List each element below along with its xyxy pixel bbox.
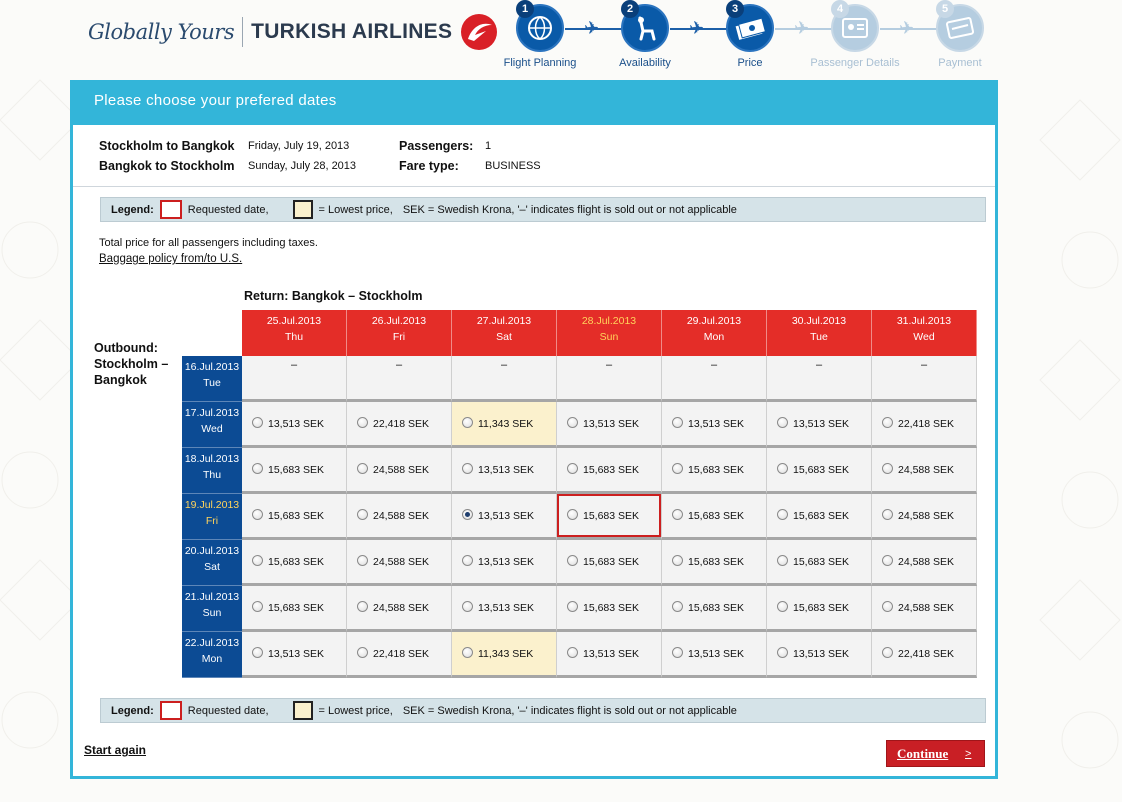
fare-price: 13,513 SEK: [583, 418, 640, 430]
fare-radio-button[interactable]: [357, 463, 368, 474]
fare-radio-button[interactable]: [777, 555, 788, 566]
fare-cell[interactable]: [767, 402, 872, 448]
fare-cell[interactable]: [767, 448, 872, 494]
fare-price: 15,683 SEK: [268, 510, 325, 522]
outbound-day: Fri: [205, 515, 219, 527]
outbound-date-header: [182, 402, 242, 448]
fare-radio-button[interactable]: [462, 417, 473, 428]
fare-radio-button[interactable]: [462, 601, 473, 612]
trip-summary: [73, 125, 995, 187]
fare-radio-button[interactable]: [672, 555, 683, 566]
fare-radio-button[interactable]: [777, 463, 788, 474]
sold-out-dash: –: [815, 359, 823, 371]
start-again-link[interactable]: Start again: [84, 743, 147, 757]
step-circle: [936, 4, 984, 52]
fare-cell[interactable]: [452, 586, 557, 632]
fare-price: 13,513 SEK: [583, 648, 640, 660]
legend-label: Legend:: [111, 203, 154, 216]
fare-cell[interactable]: [767, 632, 872, 678]
fare-price: 15,683 SEK: [793, 556, 850, 568]
outbound-date: 20.Jul.2013: [184, 545, 240, 557]
fare-price: 22,418 SEK: [898, 648, 955, 660]
fare-cell[interactable]: [347, 494, 452, 540]
fare-price: 15,683 SEK: [268, 556, 325, 568]
return-date-header: [872, 310, 977, 356]
sold-out-dash: –: [920, 359, 928, 371]
step-label: Passenger Details: [810, 57, 900, 69]
return-date-header: [452, 310, 557, 356]
route-outbound: Stockholm to Bangkok: [99, 139, 235, 153]
logo-tagline: Globally Yours: [88, 20, 235, 44]
return-date: 30.Jul.2013: [791, 315, 847, 327]
return-day: Tue: [810, 331, 828, 343]
outbound-date-header: [182, 356, 242, 402]
logo-wordmark: TURKISH AIRLINES: [251, 20, 453, 43]
continue-arrow-icon: >: [965, 747, 972, 760]
return-date: 28.Jul.2013: [581, 315, 637, 327]
fare-price: 15,683 SEK: [688, 510, 745, 522]
outbound-day: Sun: [202, 607, 222, 619]
requested-date-swatch: [160, 701, 182, 720]
outbound-row: [182, 632, 977, 678]
return-date: 26.Jul.2013: [371, 315, 427, 327]
fare-cell[interactable]: [662, 586, 767, 632]
step-passenger-details: [810, 0, 900, 69]
passengers-label: Passengers:: [399, 139, 474, 153]
outbound-date: 19.Jul.2013: [184, 499, 240, 511]
fare-cell[interactable]: [347, 448, 452, 494]
fare-price: 22,418 SEK: [373, 418, 430, 430]
outbound-date-header: [182, 586, 242, 632]
outbound-row: [182, 448, 977, 494]
fare-radio-button[interactable]: [567, 555, 578, 566]
credit-card-icon: [946, 17, 974, 39]
fare-radio-button[interactable]: [567, 647, 578, 658]
fare-radio-button[interactable]: [252, 647, 263, 658]
step-number: 1: [516, 0, 534, 18]
fare-cell[interactable]: [347, 632, 452, 678]
outbound-date-header: [182, 448, 242, 494]
return-date: 31.Jul.2013: [896, 315, 952, 327]
step-label: Availability: [619, 57, 671, 69]
fare-cell[interactable]: [557, 540, 662, 586]
fare-radio-button[interactable]: [672, 647, 683, 658]
fare-type-value: BUSINESS: [485, 160, 541, 172]
outbound-date: 18.Jul.2013: [184, 453, 240, 465]
fare-price: 24,588 SEK: [373, 464, 430, 476]
fare-price: 22,418 SEK: [373, 648, 430, 660]
fare-radio-button[interactable]: [672, 463, 683, 474]
return-day: Sat: [496, 331, 512, 343]
fare-price: 24,588 SEK: [898, 464, 955, 476]
fare-price: 24,588 SEK: [898, 510, 955, 522]
fare-radio-button[interactable]: [777, 509, 788, 520]
fare-price: 15,683 SEK: [793, 510, 850, 522]
legend-requested-text: Requested date,: [187, 203, 269, 216]
route-return: Bangkok to Stockholm: [99, 159, 235, 173]
logo-divider: [242, 17, 243, 47]
fare-cell[interactable]: [872, 448, 977, 494]
date-selection-panel: [70, 80, 998, 779]
outbound-row: [182, 586, 977, 632]
legend-lowest-text: = Lowest price,: [318, 704, 393, 717]
fare-radio-button[interactable]: [462, 509, 473, 520]
fare-radio-button[interactable]: [882, 417, 893, 428]
outbound-day: Tue: [203, 377, 221, 389]
step-number: 4: [831, 0, 849, 18]
fare-cell[interactable]: [347, 586, 452, 632]
date-return: Sunday, July 28, 2013: [248, 160, 357, 172]
fare-radio-button[interactable]: [462, 647, 473, 658]
fare-cell[interactable]: [872, 586, 977, 632]
fare-price: 15,683 SEK: [583, 556, 640, 568]
legend-currency-text: SEK = Swedish Krona, '–' indicates flight is sold out or not applicable: [402, 704, 737, 717]
fare-radio-button[interactable]: [462, 463, 473, 474]
step-number: 3: [726, 0, 744, 18]
fare-price: 15,683 SEK: [793, 464, 850, 476]
fare-price: 13,513 SEK: [793, 418, 850, 430]
fare-cell-unavailable: [242, 356, 347, 402]
return-title: Return: Bangkok – Stockholm: [244, 289, 423, 303]
fare-cell-unavailable: [557, 356, 662, 402]
return-date-header: [347, 310, 452, 356]
outbound-row: [182, 540, 977, 586]
sold-out-dash: –: [395, 359, 403, 371]
return-date: 25.Jul.2013: [266, 315, 322, 327]
fare-cell[interactable]: [662, 494, 767, 540]
turkish-airlines-emblem-icon: [460, 13, 498, 51]
step-price[interactable]: [705, 0, 795, 69]
fare-radio-button[interactable]: [672, 417, 683, 428]
fare-price: 15,683 SEK: [583, 602, 640, 614]
date-outbound: Friday, July 19, 2013: [248, 140, 350, 152]
legend-label: Legend:: [111, 704, 154, 717]
fare-price: 13,513 SEK: [268, 648, 325, 660]
return-date-header: [242, 310, 347, 356]
fare-cell[interactable]: [767, 494, 872, 540]
fare-cell[interactable]: [452, 632, 557, 678]
fare-radio-button[interactable]: [357, 417, 368, 428]
fare-cell[interactable]: [452, 402, 557, 448]
fare-radio-button[interactable]: [777, 417, 788, 428]
fare-cell[interactable]: [557, 586, 662, 632]
fare-price: 15,683 SEK: [583, 464, 640, 476]
fare-cell-unavailable: [872, 356, 977, 402]
fare-cell[interactable]: [872, 402, 977, 448]
legend-currency-text: SEK = Swedish Krona, '–' indicates flight is sold out or not applicable: [402, 203, 737, 216]
fare-radio-button[interactable]: [252, 509, 263, 520]
fare-cell-unavailable: [662, 356, 767, 402]
fare-cell[interactable]: [242, 494, 347, 540]
fare-price: 24,588 SEK: [373, 510, 430, 522]
panel-title: Please choose your prefered dates: [73, 83, 995, 125]
matrix-corner: [182, 310, 242, 356]
outbound-day: Wed: [201, 423, 223, 435]
fare-radio-button[interactable]: [777, 601, 788, 612]
outbound-date-header: [182, 540, 242, 586]
fare-price: 13,513 SEK: [268, 418, 325, 430]
fare-type-label: Fare type:: [399, 159, 459, 173]
fare-matrix-body: [182, 356, 977, 678]
seat-icon: [632, 15, 658, 41]
fare-price: 15,683 SEK: [688, 556, 745, 568]
fare-radio-button[interactable]: [672, 601, 683, 612]
fare-cell[interactable]: [557, 402, 662, 448]
fare-radio-button[interactable]: [252, 463, 263, 474]
outbound-date: 16.Jul.2013: [184, 361, 240, 373]
plane-icon: ✈: [584, 18, 600, 38]
fare-cell[interactable]: [557, 632, 662, 678]
fare-radio-button[interactable]: [357, 509, 368, 520]
airline-logo[interactable]: [88, 10, 498, 54]
outbound-date-header: [182, 494, 242, 540]
fare-radio-button[interactable]: [882, 509, 893, 520]
outbound-row: [182, 402, 977, 448]
outbound-title: Outbound: Stockholm – Bangkok: [94, 341, 169, 387]
fare-radio-button[interactable]: [672, 509, 683, 520]
fare-price: 15,683 SEK: [688, 602, 745, 614]
return-date: 29.Jul.2013: [686, 315, 742, 327]
fare-radio-button[interactable]: [567, 601, 578, 612]
fare-price: 13,513 SEK: [478, 510, 535, 522]
fare-cell[interactable]: [242, 448, 347, 494]
fare-radio-button[interactable]: [252, 555, 263, 566]
step-label: Flight Planning: [503, 57, 577, 69]
fare-price: 15,683 SEK: [268, 464, 325, 476]
step-number: 2: [621, 0, 639, 18]
return-date-header-requested: [557, 310, 662, 356]
fare-cell[interactable]: [557, 494, 662, 540]
outbound-row: [182, 356, 977, 402]
outbound-date: 22.Jul.2013: [184, 637, 240, 649]
lowest-price-swatch: [293, 701, 313, 720]
fare-cell[interactable]: [242, 586, 347, 632]
fare-radio-button[interactable]: [357, 601, 368, 612]
return-day: Sun: [599, 331, 619, 343]
fare-cell[interactable]: [452, 448, 557, 494]
outbound-date: 21.Jul.2013: [184, 591, 240, 603]
step-circle: [831, 4, 879, 52]
fare-radio-button[interactable]: [357, 555, 368, 566]
fare-radio-button[interactable]: [567, 463, 578, 474]
sold-out-dash: –: [290, 359, 298, 371]
fare-cell[interactable]: [767, 540, 872, 586]
fare-radio-button[interactable]: [357, 647, 368, 658]
step-availability[interactable]: [600, 0, 690, 69]
fare-cell[interactable]: [347, 402, 452, 448]
fare-price: 13,513 SEK: [478, 556, 535, 568]
fare-price: 24,588 SEK: [373, 556, 430, 568]
return-day: Mon: [703, 331, 725, 343]
outbound-day: Thu: [202, 469, 222, 481]
fare-price: 24,588 SEK: [373, 602, 430, 614]
fare-cell[interactable]: [872, 540, 977, 586]
fare-cell-unavailable: [767, 356, 872, 402]
fare-cell[interactable]: [347, 540, 452, 586]
fare-price: 13,513 SEK: [478, 602, 535, 614]
fare-cell[interactable]: [872, 632, 977, 678]
fare-radio-button[interactable]: [252, 601, 263, 612]
fare-price: 24,588 SEK: [898, 556, 955, 568]
legend-requested-text: Requested date,: [187, 704, 269, 717]
fare-cell[interactable]: [662, 540, 767, 586]
fare-price: 13,513 SEK: [478, 464, 535, 476]
fare-radio-button[interactable]: [882, 647, 893, 658]
fare-radio-button[interactable]: [882, 463, 893, 474]
fare-cell-unavailable: [347, 356, 452, 402]
fare-radio-button[interactable]: [462, 555, 473, 566]
legend-lowest-text: = Lowest price,: [318, 203, 393, 216]
lowest-price-swatch: [293, 200, 313, 219]
return-day: Fri: [392, 331, 406, 343]
sold-out-dash: –: [605, 359, 613, 371]
price-note: Total price for all passengers including taxes.: [99, 237, 318, 249]
fare-cell[interactable]: [557, 448, 662, 494]
step-circle: [726, 4, 774, 52]
fare-price: 15,683 SEK: [793, 602, 850, 614]
fare-price: 13,513 SEK: [793, 648, 850, 660]
booking-progress-steps: [500, 0, 1000, 72]
fare-price: 13,513 SEK: [688, 418, 745, 430]
return-date-header: [662, 310, 767, 356]
plane-icon: ✈: [899, 18, 915, 38]
fare-price: 24,588 SEK: [898, 602, 955, 614]
continue-button[interactable]: [886, 740, 985, 767]
fare-cell[interactable]: [662, 402, 767, 448]
fare-price: 13,513 SEK: [688, 648, 745, 660]
outbound-day: Sat: [204, 561, 220, 573]
id-card-icon: [841, 17, 869, 39]
fare-cell[interactable]: [767, 586, 872, 632]
fare-radio-button[interactable]: [882, 601, 893, 612]
outbound-day: Mon: [201, 653, 223, 665]
fare-cell[interactable]: [662, 632, 767, 678]
sold-out-dash: –: [500, 359, 508, 371]
legend-bottom: [100, 698, 986, 723]
fare-cell[interactable]: [452, 540, 557, 586]
fare-cell[interactable]: [872, 494, 977, 540]
fare-matrix: [182, 310, 977, 678]
outbound-date: 17.Jul.2013: [184, 407, 240, 419]
fare-price: 15,683 SEK: [583, 510, 640, 522]
fare-radio-button[interactable]: [252, 417, 263, 428]
fare-cell[interactable]: [662, 448, 767, 494]
return-date: 27.Jul.2013: [476, 315, 532, 327]
globe-plane-icon: [526, 14, 554, 42]
step-payment: [915, 0, 1005, 69]
return-date-header-row: [182, 310, 977, 356]
return-day: Thu: [284, 331, 304, 343]
passengers-value: 1: [485, 140, 492, 152]
step-circle: [516, 4, 564, 52]
fare-radio-button[interactable]: [567, 417, 578, 428]
fare-price: 11,343 SEK: [478, 418, 534, 430]
fare-radio-button[interactable]: [882, 555, 893, 566]
outbound-date-header: [182, 632, 242, 678]
step-label: Price: [737, 57, 763, 69]
plane-icon: ✈: [794, 18, 810, 38]
step-flight-planning[interactable]: [495, 0, 585, 69]
fare-radio-button[interactable]: [567, 509, 578, 520]
fare-price: 11,343 SEK: [478, 648, 534, 660]
fare-price: 15,683 SEK: [688, 464, 745, 476]
fare-cell[interactable]: [242, 632, 347, 678]
fare-price: 15,683 SEK: [268, 602, 325, 614]
return-date-header: [767, 310, 872, 356]
step-label: Payment: [938, 57, 982, 69]
requested-date-swatch: [160, 200, 182, 219]
step-number: 5: [936, 0, 954, 18]
fare-cell-unavailable: [452, 356, 557, 402]
fare-price: 22,418 SEK: [898, 418, 955, 430]
sold-out-dash: –: [710, 359, 718, 371]
return-day: Wed: [913, 331, 935, 343]
legend-top: [100, 197, 986, 222]
fare-cell[interactable]: [242, 540, 347, 586]
fare-cell[interactable]: [242, 402, 347, 448]
fare-cell[interactable]: [452, 494, 557, 540]
step-circle: [621, 4, 669, 52]
money-icon: [735, 15, 765, 41]
baggage-policy-link[interactable]: Baggage policy from/to U.S.: [99, 253, 243, 265]
plane-icon: ✈: [689, 18, 705, 38]
continue-label: Continue: [897, 745, 949, 761]
fare-radio-button[interactable]: [777, 647, 788, 658]
outbound-row: [182, 494, 977, 540]
